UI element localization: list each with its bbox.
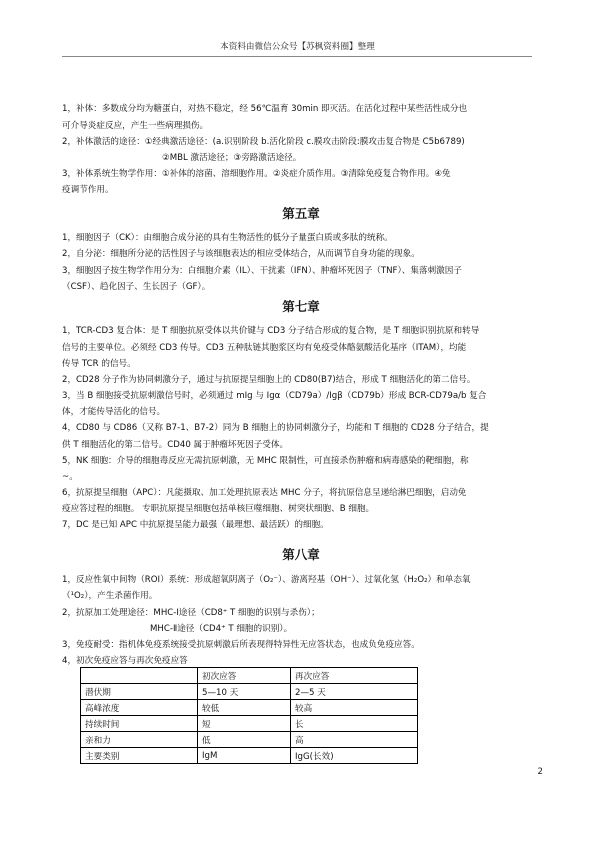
table-cell: 较低 [198,700,291,716]
complement-line-4: ②MBL 激活途径；③旁路激活途径。 [162,153,302,163]
header-rule [62,56,532,57]
table-row [81,700,418,716]
table-cell: IgM [198,748,291,764]
complement-line-2: 可介导炎症反应，产生一些病理损伤。 [62,121,209,131]
ch7-line-13: 7，DC 是已知 APC 中抗原提呈能力最强（最理想、最活跃）的细胞。 [62,520,329,530]
table-row [81,684,418,700]
ch7-line-5: 3，当 B 细胞接受抗原刺激信号时，必须通过 mIg 与 Igα（CD79a）/Igβ（CD79b）形成 BCR-CD79a/b 复合 [62,391,487,401]
ch7-line-4: 2，CD28 分子作为协同刺激分子，通过与抗原提呈细胞上的 CD80(B7)结合，形成 T 细胞活化的第二信号。 [62,375,476,385]
table-row [81,732,418,748]
ch5-line-2: 2，自分泌：细胞所分泌的活性因子与该细胞表达的相应受体结合，从而调节自身功能的现象。 [62,249,420,259]
table-cell: IgG(长效) [291,748,418,764]
immune-response-table [80,667,418,764]
table-cell: 2—5 天 [291,684,418,700]
complement-line-1: 1，补体：多数成分均为糖蛋白，对热不稳定，经 56℃温育 30min 即灭活。在活化过程中某些活性成分也 [62,104,468,114]
ch8-line-4: MHC-Ⅱ途径（CD4⁺ T 细胞的识别）。 [150,624,293,634]
table-cell: 5—10 天 [198,684,291,700]
table-cell: 持续时间 [81,716,198,732]
ch8-line-5: 3，免疫耐受：指机体免疫系统接受抗原刺激后所表现得特异性无应答状态，也成负免疫应答。 [62,640,420,650]
chapter-5-title: 第五章 [282,206,320,221]
table-row [81,748,418,764]
table-header-cell: 初次应答 [198,668,291,684]
table-cell: 潜伏期 [81,684,198,700]
page-number: 2 [537,767,543,777]
chapter-7-title: 第七章 [282,299,320,314]
table-cell: 高 [291,732,418,748]
table-cell: 主要类别 [81,748,198,764]
page-header: 本资料由微信公众号【苏枫资料圈】整理 [220,42,375,52]
table-row [81,716,418,732]
ch7-line-12: 疫应答过程的细胞。 专职抗原提呈细胞包括单核巨噬细胞、树突状细胞、B 细胞。 [62,504,375,514]
ch5-line-1: 1，细胞因子（CK）：由细胞合成分泌的具有生物活性的低分子量蛋白质或多肽的统称。 [62,233,393,243]
ch8-line-2: （¹O₂），产生杀菌作用。 [62,591,158,601]
ch7-line-6: 体，才能传导活化的信号。 [62,407,166,417]
table-cell: 亲和力 [81,732,198,748]
complement-line-3: 2，补体激活的途径：①经典激活途径：(a.识别阶段 b.活化阶段 c.膜攻击阶段:膜攻击复合物是 C5b6789) [62,137,465,147]
ch5-line-3: 3，细胞因子按生物学作用分为：白细胞介素（IL）、干扰素（IFN）、肿瘤坏死因子（TNF）、集落刺激因子 [62,266,462,276]
table-header-row [81,668,418,684]
table-cell: 高峰浓度 [81,700,198,716]
ch7-line-3: 传导 TCR 的信号。 [62,359,136,369]
table-header-cell [81,668,198,684]
table-cell: 长 [291,716,418,732]
complement-line-5: 3，补体系统生物学作用：①补体的溶菌、溶细胞作用。②炎症介质作用。③清除免疫复合物作用。④免 [62,169,451,179]
ch8-line-3: 2，抗原加工处理途径：MHC-Ⅰ途径（CD8⁺ T 细胞的识别与杀伤）； [62,608,320,618]
ch8-line-1: 1，反应性氧中间物（ROI）系统：形成超氧阴离子（O₂⁻）、游离羟基（OH⁻）、过氧化氢（H₂O₂）和单态氧 [62,575,471,585]
ch7-line-10: ~。 [62,472,78,482]
ch7-line-9: 5，NK 细胞：介导的细胞毒反应无需抗原刺激，无 MHC 限制性，可直接杀伤肿瘤和病毒感染的靶细胞，称 [62,456,469,466]
table-cell: 低 [198,732,291,748]
ch7-line-7: 4，CD80 与 CD86（又称 B7-1、B7-2）同为 B 细胞上的协同刺激分子，均能和 T 细胞的 CD28 分子结合，提 [62,423,489,433]
table-cell: 较高 [291,700,418,716]
ch5-line-4: （CSF）、趋化因子、生长因子（GF）。 [62,282,211,292]
ch7-line-1: 1，TCR-CD3 复合体：是 T 细胞抗原受体以共价键与 CD3 分子结合形成的复合物，是 T 细胞识别抗原和转导 [62,326,480,336]
table-cell: 短 [198,716,291,732]
chapter-8-title: 第八章 [282,547,320,562]
complement-line-6: 疫调节作用。 [62,185,114,195]
ch8-line-6: 4，初次免疫应答与再次免疫应答 [62,656,188,666]
ch7-line-11: 6，抗原提呈细胞（APC）：凡能摄取、加工处理抗原表达 MHC 分子，将抗原信息呈递给淋巴细胞，启动免 [62,488,467,498]
ch7-line-8: 供 T 细胞活化的第二信号。CD40 属于肿瘤坏死因子受体。 [62,440,289,450]
ch7-line-2: 信号的主要单位。必须经 CD3 传导。CD3 五种肽链其胞浆区均有免疫受体酪氨酸活化基序（ITAM），均能 [62,343,467,353]
table-header-cell: 再次应答 [291,668,418,684]
